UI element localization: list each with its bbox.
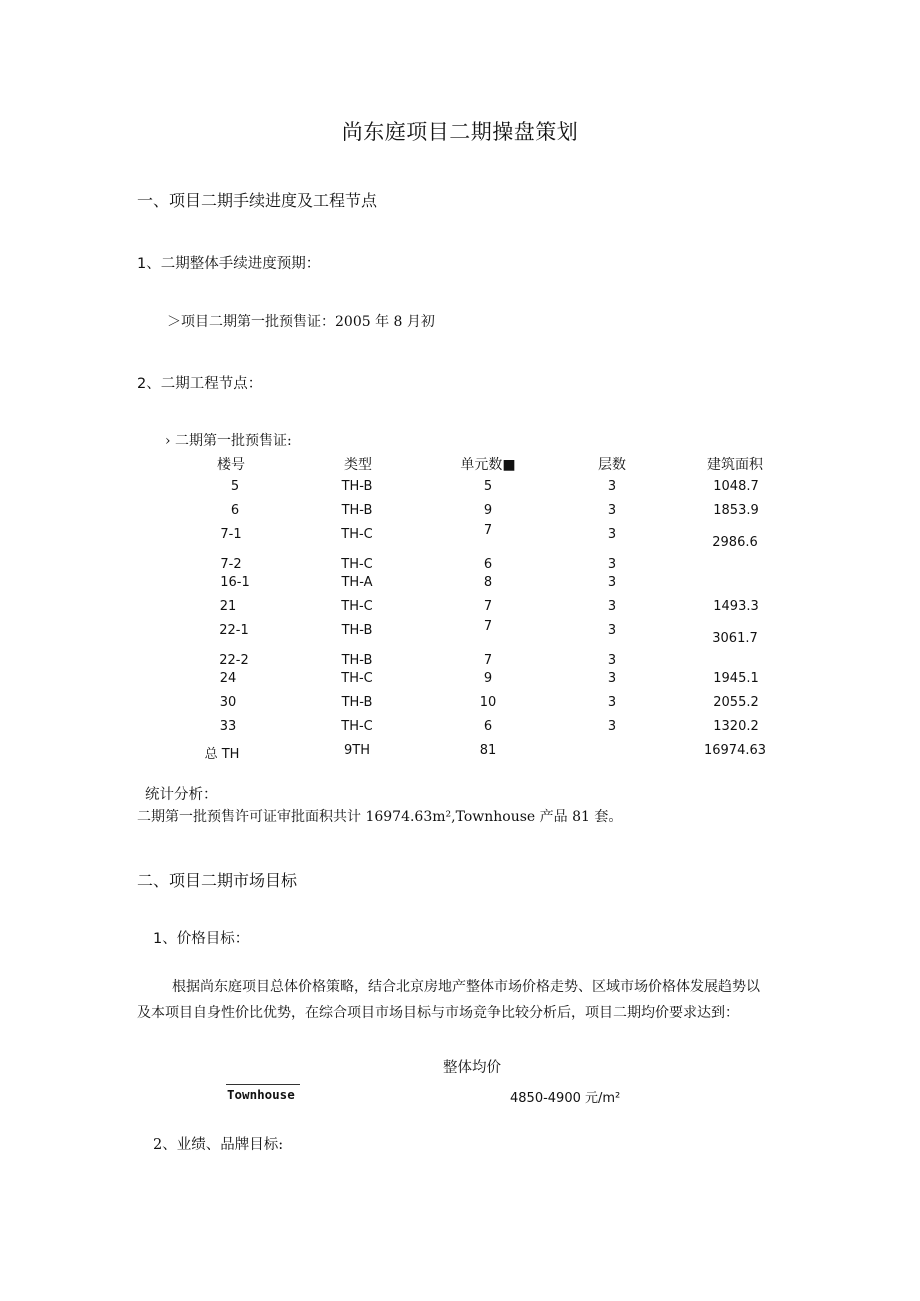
section1-heading: 一、项目二期手续进度及工程节点	[137, 191, 378, 210]
cell-type: TH-C	[341, 719, 373, 734]
document-title: 尚东庭项目二期操盘策划	[341, 120, 579, 144]
cell-building-no: 7-1	[220, 527, 242, 542]
cell-units: 10	[479, 695, 497, 710]
cell-area-merged: 2986.6	[712, 535, 758, 550]
cell-type: TH-C	[341, 527, 373, 542]
cell-units: 7	[483, 653, 493, 668]
cell-total-units: 81	[479, 743, 497, 758]
average-price: 4850-4900 元/m²	[510, 1091, 621, 1106]
cell-area: 1853.9	[713, 503, 759, 518]
cell-type: TH-C	[341, 599, 373, 614]
cell-building-no: 22-2	[219, 653, 249, 668]
cell-floors: 3	[607, 623, 617, 638]
stats-text: 二期第一批预售许可证审批面积共计 16974.63m²,Townhouse 产品 81 套。	[137, 809, 623, 825]
presale-date-item: ＞项目二期第一批预售证：2005 年 8 月初	[167, 314, 435, 330]
cell-floors: 3	[607, 557, 617, 572]
header-units: 单元数■	[460, 457, 516, 473]
cell-building-no: 7-2	[220, 557, 242, 572]
product-name: Townhouse	[227, 1087, 295, 1102]
cell-total-label: 总 TH	[204, 747, 240, 762]
cell-total-area: 16974.63	[703, 743, 767, 758]
cell-type: TH-B	[341, 653, 373, 668]
cell-floors: 3	[607, 653, 617, 668]
cell-area: 1048.7	[713, 479, 759, 494]
cell-units: 5	[483, 479, 493, 494]
section2-sub1-heading: 1、价格目标：	[153, 931, 250, 947]
product-divider-line	[226, 1084, 300, 1085]
cell-area: 1945.1	[713, 671, 759, 686]
cell-type: TH-B	[341, 695, 373, 710]
stats-heading: 统计分析：	[145, 787, 218, 803]
cell-units: 6	[483, 719, 493, 734]
header-floors: 层数	[598, 457, 626, 473]
cell-units: 6	[483, 557, 493, 572]
cell-floors: 3	[607, 503, 617, 518]
cell-type: TH-A	[341, 575, 373, 590]
cell-floors: 3	[607, 599, 617, 614]
cell-building-no: 5	[230, 479, 240, 494]
cell-type: TH-B	[341, 503, 373, 518]
cell-units: 7	[483, 599, 493, 614]
price-paragraph-line2: 及本项目自身性价比优势，在综合项目市场目标与市场竞争比较分析后，项目二期均价要求达到：	[137, 1005, 739, 1021]
cell-floors: 3	[607, 479, 617, 494]
cell-floors: 3	[607, 527, 617, 542]
price-table-header: 整体均价	[443, 1060, 501, 1076]
cell-building-no: 33	[219, 719, 237, 734]
cell-type: TH-B	[341, 479, 373, 494]
cell-building-no: 24	[219, 671, 237, 686]
cell-building-no: 16-1	[220, 575, 250, 590]
header-building-no: 楼号	[217, 457, 245, 473]
cell-type: TH-B	[341, 623, 373, 638]
cell-floors: 3	[607, 719, 617, 734]
cell-units: 7	[483, 523, 493, 538]
cell-floors: 3	[607, 695, 617, 710]
cell-units: 9	[483, 503, 493, 518]
cell-building-no: 21	[219, 599, 237, 614]
cell-floors: 3	[607, 671, 617, 686]
cell-units: 7	[483, 619, 493, 634]
header-type: 类型	[344, 457, 372, 473]
section2-sub2-heading: 2、业绩、品牌目标:	[153, 1137, 284, 1153]
cell-building-no: 30	[219, 695, 237, 710]
price-paragraph-line1: 根据尚东庭项目总体价格策略，结合北京房地产整体市场价格走势、区域市场价格体发展趋势以	[172, 979, 760, 995]
cell-area: 2055.2	[713, 695, 759, 710]
section1-sub2-heading-text: 2、二期工程节点：	[137, 376, 263, 392]
cell-units: 8	[483, 575, 493, 590]
cell-floors: 3	[607, 575, 617, 590]
cell-type: TH-C	[341, 557, 373, 572]
cell-area: 1320.2	[713, 719, 759, 734]
section1-sub1-heading: 1、二期整体手续进度预期：	[137, 256, 321, 272]
header-area: 建筑面积	[707, 457, 763, 473]
section2-heading: 二、项目二期市场目标	[137, 871, 298, 890]
cell-type: TH-C	[341, 671, 373, 686]
cell-total-type: 9TH	[344, 743, 370, 758]
presale-batch-item: › 二期第一批预售证:	[165, 433, 292, 449]
cell-area: 1493.3	[713, 599, 759, 614]
cell-area-merged: 3061.7	[712, 631, 758, 646]
cell-building-no: 6	[230, 503, 240, 518]
cell-units: 9	[483, 671, 493, 686]
cell-building-no: 22-1	[219, 623, 249, 638]
